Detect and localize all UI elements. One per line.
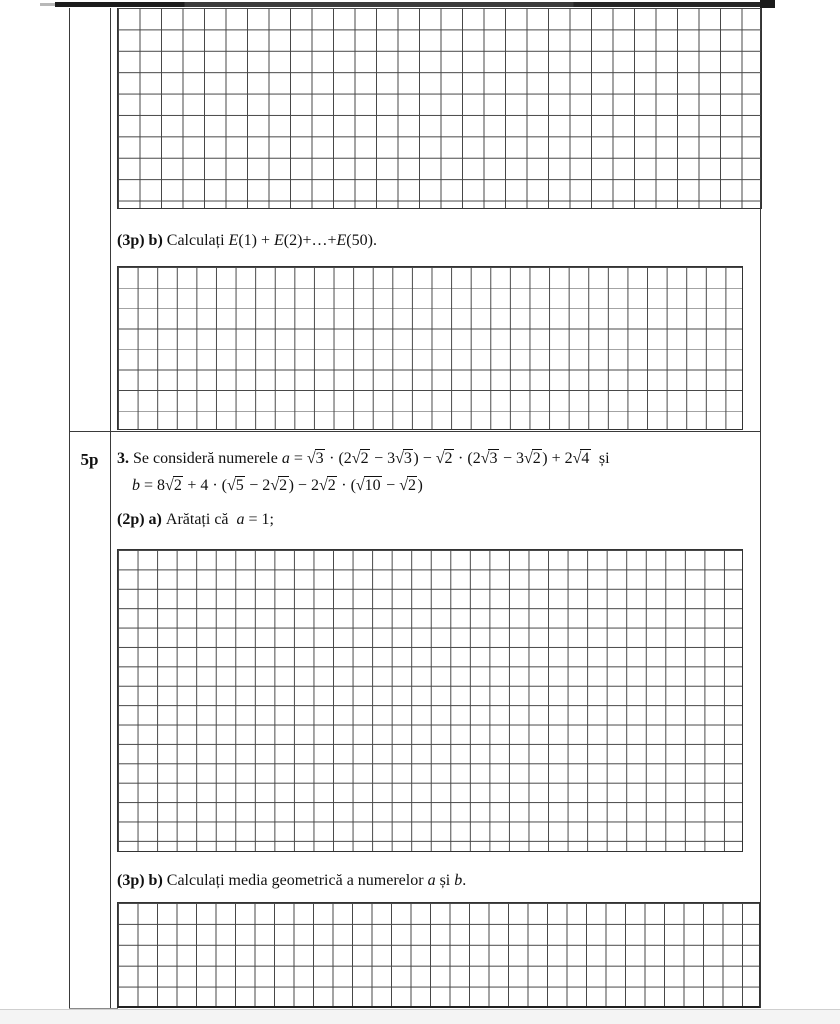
section-divider-line	[69, 431, 761, 432]
answer-grid-3a	[117, 549, 743, 852]
answer-grid-3b	[117, 902, 760, 1008]
problem-3-part-a: (2p) a) Arătați că a = 1;	[117, 511, 274, 528]
table-left-border	[69, 8, 70, 1008]
problem-3-statement-line2: b = 8√2 + 4 · (√5 − 2√2) − 2√2 · (√10 − √2)	[132, 477, 423, 494]
answer-grid-top-cutoff	[117, 8, 762, 209]
points-column-separator	[110, 8, 111, 1008]
top-cutoff-bar-corner	[760, 0, 775, 8]
top-cutoff-bar	[55, 2, 775, 7]
answer-grid-2b	[117, 266, 743, 430]
problem-3-statement-line1: 3. Se consideră numerele a = √3 · (2√2 − 3√3) − √2 · (2√3 − 3√2) + 2√4 și	[117, 450, 610, 467]
page-bottom-edge	[0, 1009, 840, 1024]
problem-3-part-b: (3p) b) Calculați media geometrică a numerelor a și b.	[117, 872, 467, 889]
points-label: 5p	[80, 450, 99, 469]
top-cutoff-bar-lead	[40, 3, 55, 6]
problem-2b-statement: (3p) b) Calculați E(1) + E(2)+…+E(50).	[117, 232, 377, 249]
